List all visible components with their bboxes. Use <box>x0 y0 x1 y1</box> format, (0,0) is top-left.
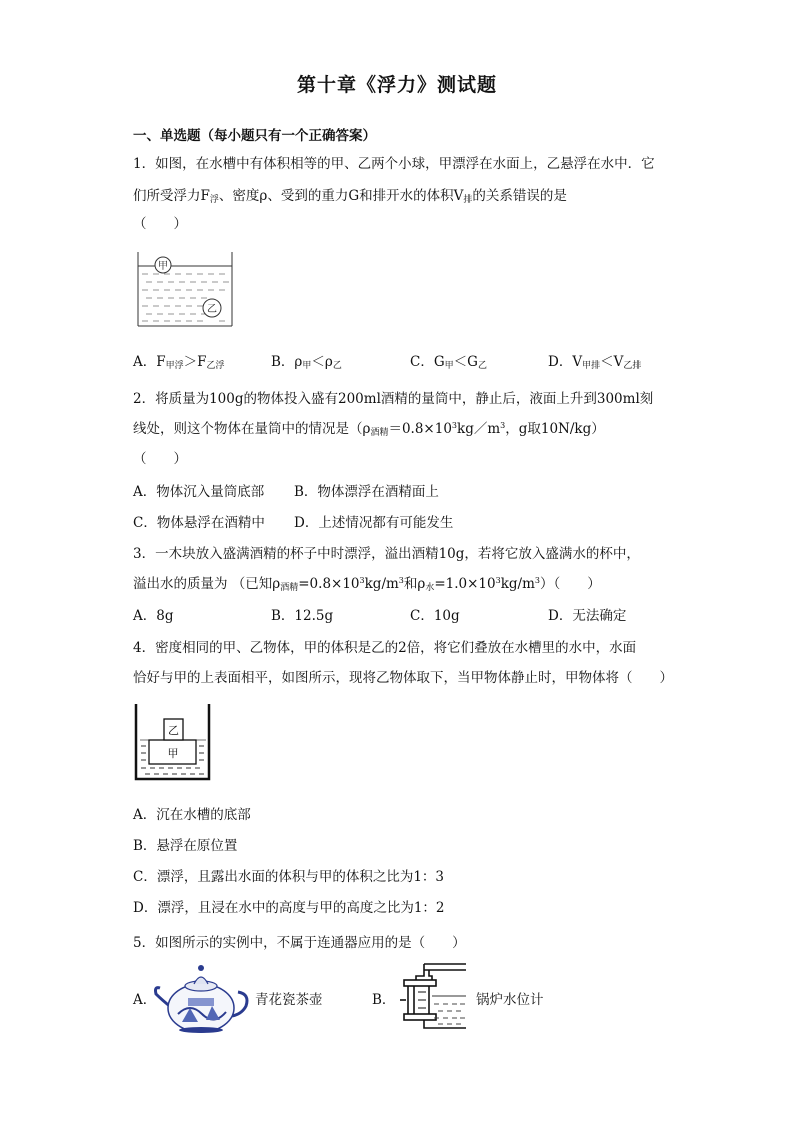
q3-option-c: C．10g <box>410 608 460 624</box>
q2-line2: 线处，则这个物体在量筒中的情况是（$\rho_{酒精}=0.8\times 10^3kg/m^3$，g取10N/kg） <box>133 421 605 438</box>
block-yi-label: 乙 <box>168 724 179 737</box>
q4-option-c: C．漂浮，且露出水面的体积与甲的体积之比为1：3 <box>133 869 445 885</box>
q5-line1: 5．如图所示的实例中，不属于连通器应用的是（ ） <box>133 935 466 951</box>
q3-line2: 溢出水的质量为 （已知$\rho_{酒精}=0.8\times 10^3kg/m^3$和$\rho_水=1.0\times 10^3kg/m^3$）（ ） <box>133 576 601 593</box>
q5-option-b: B． <box>372 992 396 1008</box>
section-heading: 一、单选题（每小题只有一个正确答案） <box>133 128 376 144</box>
q4-option-a: A．沉在水槽的底部 <box>133 807 251 823</box>
q5-option-b-label: 锅炉水位计 <box>476 992 544 1008</box>
q3-option-b: B．12.5g <box>271 608 334 624</box>
q1-line2 <box>133 184 567 205</box>
q2-answer-paren: （ ） <box>133 451 187 467</box>
boiler-gauge-image <box>396 962 468 1030</box>
ball-yi-label: 乙 <box>207 304 217 315</box>
q1-text-b: 、密度ρ、受到的重力G和排开水的体积V <box>218 188 464 204</box>
teapot-image <box>150 958 252 1036</box>
q1-tank-figure <box>133 250 237 330</box>
q4-option-d: D．漂浮，且浸在水中的高度与甲的高度之比为1：2 <box>133 900 445 916</box>
q2-option-a: A．物体沉入量筒底部 <box>133 484 265 500</box>
q1-option-a: A．$F_{甲浮}>F_{乙浮}$ <box>133 354 225 371</box>
q4-tank-figure <box>133 702 213 782</box>
q1-option-b: B．$\rho_甲<\rho_乙$ <box>271 354 342 371</box>
q2-option-d: D．上述情况都有可能发生 <box>294 515 454 531</box>
q5-option-a: A． <box>133 992 157 1008</box>
q2-option-c: C．物体悬浮在酒精中 <box>133 515 265 531</box>
q1-option-c: C．$G_甲<G_乙$ <box>410 354 487 371</box>
q1-option-d: D．$V_{甲排}<V_{乙排}$ <box>548 354 642 371</box>
q4-line1: 4．密度相同的甲、乙物体，甲的体积是乙的2倍，将它们叠放在水槽里的水中，水面 <box>133 640 637 656</box>
q2-line1: 2．将质量为100g的物体投入盛有200ml酒精的量筒中，静止后，液面上升到300ml刻 <box>133 391 654 407</box>
q3-option-a: A．8g <box>133 608 174 624</box>
q3-line1: 3．一木块放入盛满酒精的杯子中时漂浮，溢出酒精10g，若将它放入盛满水的杯中， <box>133 546 640 562</box>
q5-option-a-label: 青花瓷茶壶 <box>255 992 323 1008</box>
block-jia-label: 甲 <box>167 747 179 760</box>
q1-line1: 1．如图，在水槽中有体积相等的甲、乙两个小球，甲漂浮在水面上，乙悬浮在水中．它 <box>133 156 655 172</box>
page-title: 第十章《浮力》测试题 <box>296 74 497 96</box>
q1-sub-2: 排 <box>463 195 473 205</box>
q2-option-b: B．物体漂浮在酒精面上 <box>294 484 439 500</box>
q1-sub-1: 浮 <box>209 195 219 205</box>
q4-option-b: B．悬浮在原位置 <box>133 838 238 854</box>
ball-jia-label: 甲 <box>158 261 168 272</box>
q3-option-d: D．无法确定 <box>548 608 627 624</box>
q1-text-c: 的关系错误的是 <box>472 188 567 204</box>
q4-line2: 恰好与甲的上表面相平，如图所示，现将乙物体取下，当甲物体静止时，甲物体将（ ） <box>133 670 673 686</box>
q1-text-a: 们所受浮力F <box>133 188 210 204</box>
q1-answer-paren: （ ） <box>133 216 187 232</box>
